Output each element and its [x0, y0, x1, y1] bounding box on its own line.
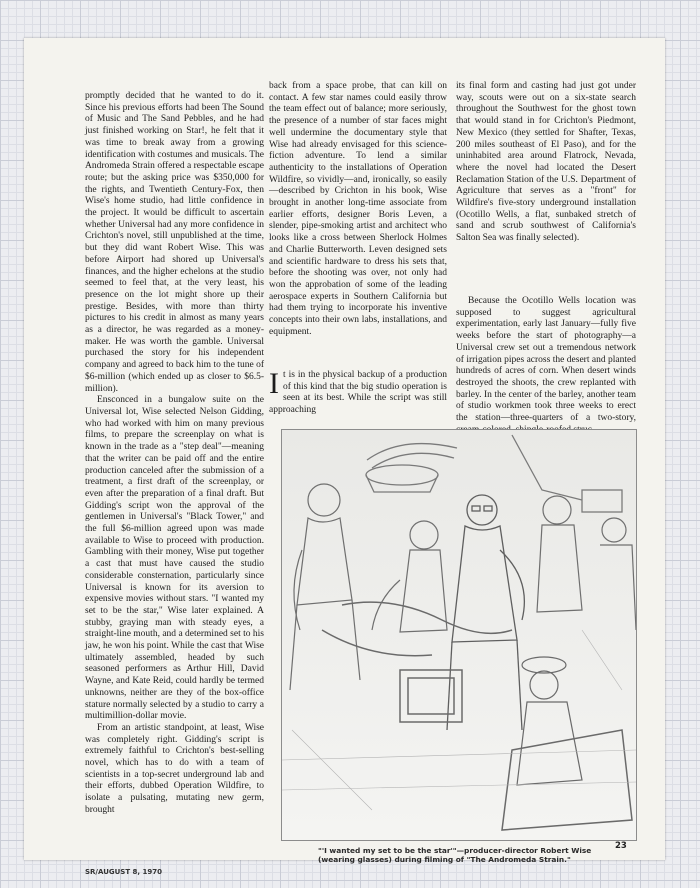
- article-column-1: [85, 91, 264, 817]
- issue-date-footer: SR/AUGUST 8, 1970: [85, 868, 163, 876]
- article-column-2-section: [269, 367, 447, 417]
- film-still-photo: [281, 429, 637, 841]
- paragraph-text: t is in the physical backup of a production of this kind that the big studio operation is seen at its best. While the script was still approaching: [269, 370, 447, 416]
- paragraph-with-dropcap: [269, 367, 447, 417]
- paragraph: its final form and casting had just got under way, scouts were out on a six-state search throughout the Southwest for the ghost town that would stand in for Crichton's Piedmont, New Mexico (they settled for Shafter, Texas, 200 miles southeast of El Paso), and for the uninhabited area around Flatrock, Nevada, where the novel had located the Desert Reclamation Station of the U.S. Department of Agriculture that serves as a "front" for Wildfire's five-story underground installation (Ocotillo Wells, a flat, sunbaked stretch of sand and scrub southwest of California's Salton Sea was finally selected).: [456, 81, 636, 244]
- paragraph: promptly decided that he wanted to do it. Since his previous efforts had been The Sound of Music and The Sand Pebbles, and he had just finished working on Star!, he felt that it was time to break away from a growing identification with costumes and musicals. The Andromeda Strain offered a respectable escape route; but the asking price was $350,000 for the rights, and Twentieth Century-Fox, then Wise's home studio, had little confidence in the project. It would be difficult to ascertain whether Universal had any more confidence in Crichton's novel, still unpublished at the time, but they did want Robert Wise. This was before Airport had shored up Universal's finances, and the higher echelons at the studio seemed to feel that, at the very least, his presence on the lot might shore up their prestige. Besides, with more than thirty pictures to his credit in almost as many years as a director, he was regarded as a money-maker. He was worth the gamble. Universal purchased the story for his independent company and agreed to back him to the tune of $6-million (which ended up as closer to $6.5-million).: [85, 91, 264, 394]
- paragraph: From an artistic standpoint, at least, Wise was completely right. Gidding's script is extremely faithful to Crichton's best-selling novel, which has to do with a team of scientists in a top-secret underground lab and their efforts, dubbed Operation Wildfire, to isolate a pulsating, mutating new germ, brought: [85, 722, 264, 815]
- photo-illustration: [282, 430, 636, 840]
- article-column-3: [456, 81, 636, 245]
- magazine-page: [24, 38, 665, 876]
- article-column-3-continued: [456, 296, 636, 436]
- paragraph: back from a space probe, that can kill on contact. A few star names could easily throw the team effect out of balance; more seriously, the presence of a number of star faces might well undermine the documentary style that Wise had already envisaged for this science-fiction adventure. To lend a similar authenticity to the installations of Operation Wildfire, so vividly—and, ironically, so easily—described by Crichton in his book, Wise brought in another long-time associate from earlier efforts, designer Boris Leven, a slender, pipe-smoking artist and architect who looks like a cross between Sherlock Holmes and Charlie Butterworth. Leven designed sets and scientific hardware to dress his sets that, before the shooting was over, not only had won the approbation of some of the leading aerospace experts in Southern California but had them trying to incorporate his inventive concepts into their own labs, installations, and equipment.: [269, 81, 447, 337]
- paragraph: Ensconced in a bungalow suite on the Universal lot, Wise selected Nelson Gidding, who had worked with him on many previous films, to prepare the screenplay on what is known in the trade as a "step deal"—meaning that the writer can be paid off and the entire production canceled after the submission of a treatment, a first draft of the screenplay, or even after the preparation of a final draft. But Gidding's script won the approval of the gentlemen in Universal's "Black Tower," and the full $6-million agreed upon was made available to Wise to proceed with production. Gambling with their money, Wise put together a cast that must have caused the studio considerable consternation, particularly since Universal is known for its aversion to expensive movies without stars. "I wanted my set to be the star," Wise later explained. A stubby, graying man with steady eyes, a straight-line mouth, and a determined set to his jaw, he won his point. While the cast that Wise ultimately assembled, headed by such seasoned performers as Arthur Hill, David Wayne, and Kate Reid, could hardly be termed unknowns, neither are they of the box-office stature normally selected by a studio to carry a multimillion-dollar movie.: [85, 395, 264, 722]
- photo-caption: "'I wanted my set to be the star'"—producer-director Robert Wise (wearing glasses) during filming of "The Andromeda Strain.": [318, 846, 592, 864]
- page-number: 23: [615, 841, 627, 851]
- drop-cap: I: [269, 367, 279, 400]
- paragraph: Because the Ocotillo Wells location was supposed to suggest agricultural experimentation, early last January—fully five weeks before the start of photography—a Universal crew set out a tremendous network of irrigation pipes across the desert and planted hundreds of acres of corn. When desert winds destroyed the shoots, the crew replanted with barley. In the center of the barley, another team of studio workmen took three weeks to erect the station—three-quarters of a two-story,: [456, 296, 636, 424]
- article-column-2: [269, 81, 447, 338]
